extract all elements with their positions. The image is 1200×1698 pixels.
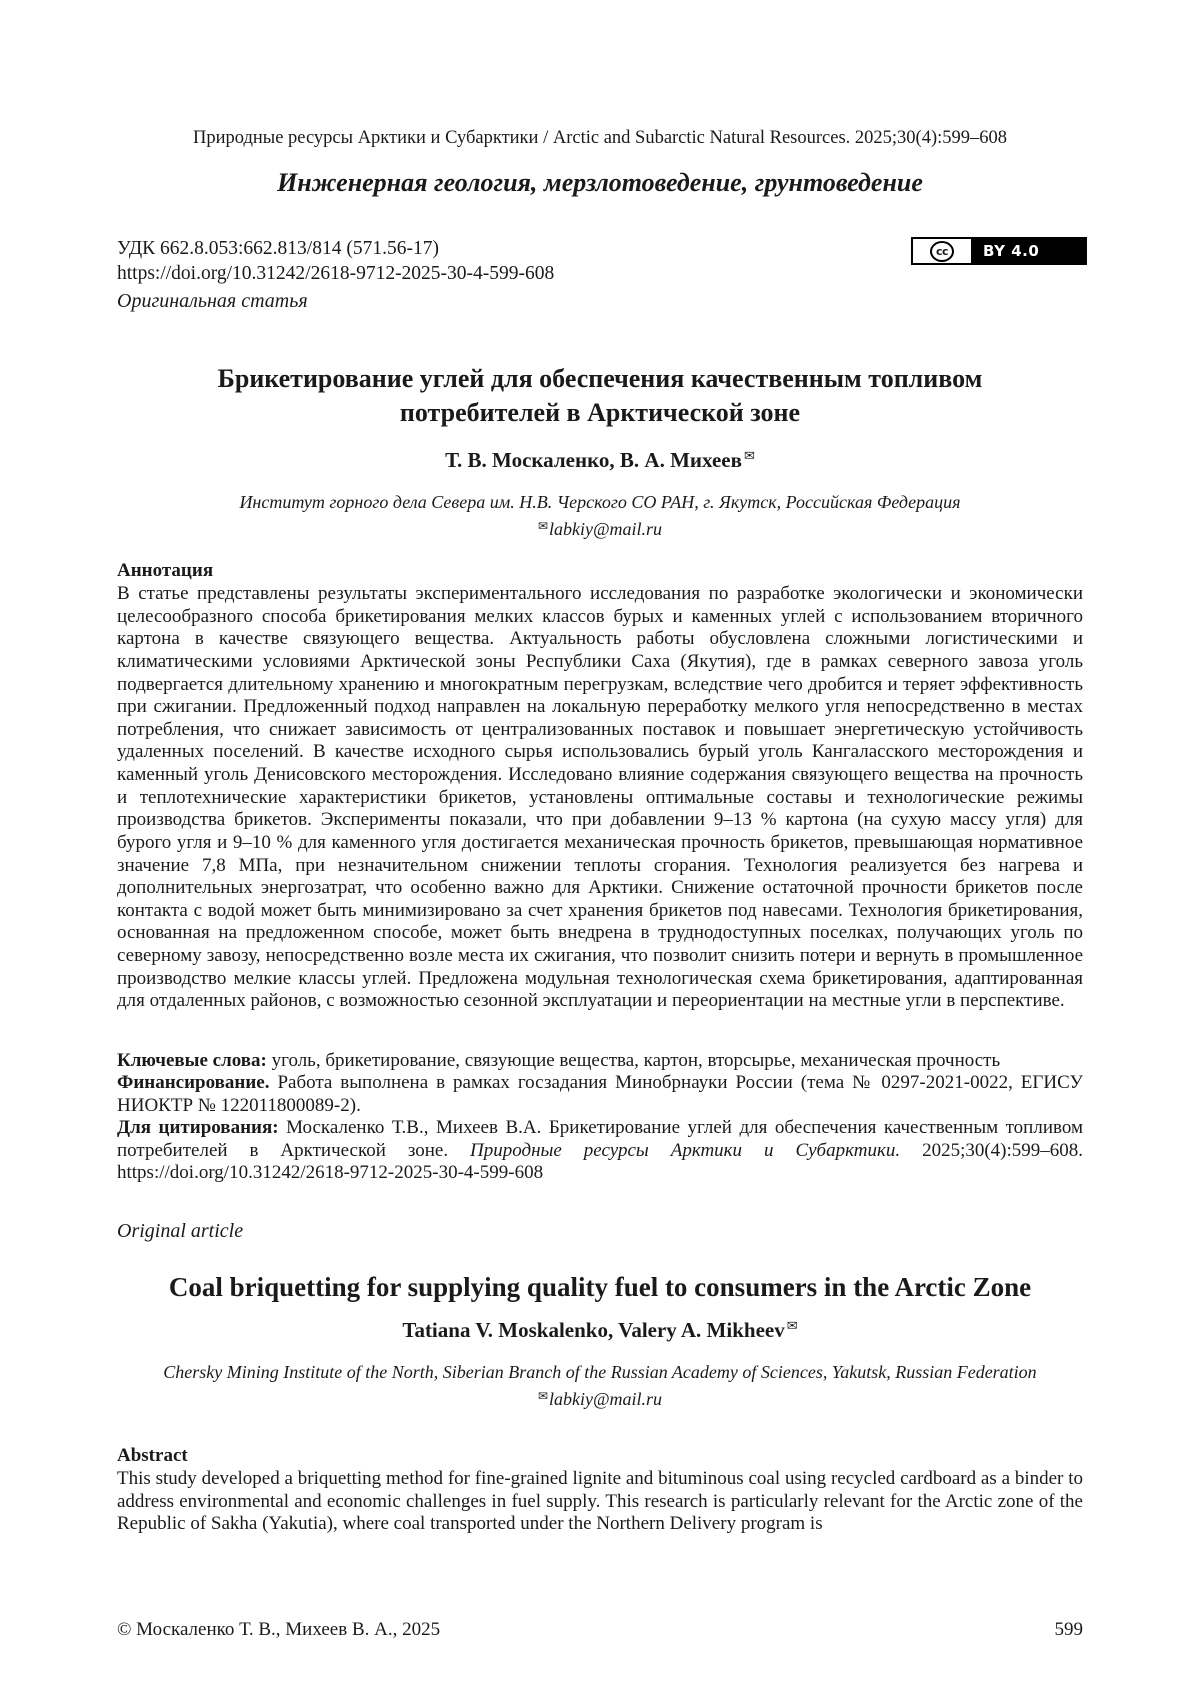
- article-type-ru: Оригинальная статья: [117, 290, 308, 312]
- citation-tail: 2025;30(4):599–608. https://doi.org/10.31242/2618-9712-2025-30-4-599-608: [117, 1139, 1084, 1184]
- citation-text: Москаленко Т.В., Михеев В.А. Брикетирование углей для обеспечения качественным топливом потребителей в Арктической зоне.: [117, 1117, 1084, 1161]
- abstract-heading-en: Abstract: [117, 1445, 188, 1466]
- citation-label: Для цитирования:: [117, 1117, 279, 1138]
- authors-ru: [60, 448, 1140, 473]
- article-title-ru: [100, 362, 1100, 430]
- affiliation-ru: [60, 490, 1140, 541]
- section-title: Инженерная геология, мерзлотоведение, грунтоведение: [277, 168, 923, 197]
- udk-code: УДК 662.8.053:662.813/814 (571.56-17): [117, 238, 439, 259]
- authors-ru-names: Т. В. Москаленко, В. А. Михеев: [445, 448, 742, 472]
- authors-en: [60, 1318, 1140, 1343]
- article-title-ru-line-1: Брикетирование углей для обеспечения качественным топливом: [217, 364, 983, 393]
- envelope-icon: ✉: [537, 1389, 548, 1403]
- cc-license-label: BY 4.0: [983, 242, 1040, 260]
- envelope-icon: ✉: [537, 519, 548, 533]
- email-en[interactable]: labkiy@mail.ru: [549, 1389, 663, 1409]
- article-title-ru-line-2: потребителей в Арктической зоне: [399, 398, 801, 427]
- authors-en-names: Tatiana V. Moskalenko, Valery A. Mikheev: [402, 1318, 785, 1342]
- creative-commons-icon: cc: [930, 241, 954, 262]
- abstract-heading-ru: Аннотация: [117, 560, 214, 581]
- funding-text: Работа выполнена в рамках госзадания Минобрнауки России (тема № 0297-2021-0022, ЕГИСУ НИОКТР № 122011800089-2).: [117, 1072, 1083, 1116]
- keywords-text: уголь, брикетирование, связующие вещества, картон, вторсырье, механическая прочность: [271, 1050, 1001, 1071]
- article-title-en: Coal briquetting for supplying quality fuel to consumers in the Arctic Zone: [168, 1272, 1032, 1302]
- abstract-ru: В статье представлены результаты экспериментального исследования по разработке экологически и экономически целесообразного способа брикетирования мелких классов бурых и каменных углей с использованием вторичного картона в качестве связующего вещества. Актуальность работы обусловлена сложными логистическими и климатическими условиями Арктической зоны Республики Саха (Якутия), где в рамках северного завоза уголь подвергается длительному хранению и многократным перегрузкам, вследствие чего дробится и теряет эффективность при сжигании. Предложенный подход направлен на локальную переработку мелкого угля непосредственно в местах потребления, что снижает зависимость от централизованных поставок и повышает энергетическую устойчивость удаленных поселений. В качестве исходного сырья использовались бурый уголь Кангаласского месторождения и каменный уголь Денисовского месторождения. Исследовано влияние содержания связующего вещества на прочность и теплотехнические характеристики брикетов, установлены оптимальные составы и технологические режимы производства брикетов. Эксперименты показали, что при добавлении 9–13 % картона (на сухую массу угля) для бурого угля и 9–10 % для каменного угля достигается механическая прочность брикетов, превышающая нормативное значение 7,8 МПа, при незначительном снижении теплоты сгорания. Технология реализуется без нагрева и дополнительных энергозатрат, что особенно важно для Арктики. Снижение остаточной прочности брикетов после контакта с водой может быть минимизировано за счет хранения брикетов под навесами. Технология брикетирования, основанная на предложенном способе, может быть внедрена в труднодоступных поселках, получающих уголь по северному завозу, непосредственно возле места их сжигания, что позволит снизить потери и вернуть в промышленное производство мелкие классы углей. Предложена модульная технологическая схема брикетирования, адаптированная для отдаленных районов, с возможностью сезонной эксплуатации и переориентации на местные угли в перспективе.: [117, 583, 1083, 1012]
- page-number: 599: [1054, 1619, 1083, 1640]
- doi-link[interactable]: https://doi.org/10.31242/2618-9712-2025-30-4-599-608: [117, 263, 555, 284]
- citation-ru: [117, 1117, 1083, 1185]
- affiliation-en: [60, 1360, 1140, 1411]
- affiliation-en-text: Chersky Mining Institute of the North, Siberian Branch of the Russian Academy of Sciences, Yakutsk, Russian Federation: [163, 1362, 1037, 1382]
- abstract-en: This study developed a briquetting method for fine-grained lignite and bituminous coal using recycled cardboard as a binder to address environmental and economic challenges in fuel supply. This research is particularly relevant for the Arctic zone of the Republic of Sakha (Yakutia), where coal transported under the Northern Delivery program is: [117, 1468, 1083, 1535]
- affiliation-ru-text: Институт горного дела Севера им. Н.В. Черского СО РАН, г. Якутск, Российская Федерация: [239, 492, 961, 512]
- funding-label: Финансирование.: [117, 1072, 270, 1093]
- copyright-footer: © Москаленко Т. В., Михеев В. А., 2025: [117, 1619, 441, 1640]
- email-ru[interactable]: labkiy@mail.ru: [549, 519, 663, 539]
- cc-license-badge[interactable]: [911, 237, 1087, 265]
- article-identifiers: [117, 236, 554, 286]
- keywords-label: Ключевые слова:: [117, 1050, 267, 1071]
- envelope-icon: ✉: [743, 448, 755, 463]
- cc-logo: [913, 239, 971, 263]
- citation-journal: Природные ресурсы Арктики и Субарктики.: [470, 1139, 901, 1161]
- funding-ru: [117, 1072, 1083, 1117]
- article-type-en: Original article: [117, 1220, 244, 1242]
- keywords-ru: [117, 1050, 1083, 1073]
- envelope-icon: ✉: [786, 1318, 798, 1333]
- journal-running-header: Природные ресурсы Арктики и Субарктики / Arctic and Subarctic Natural Resources. 2025;30(4):599–608: [192, 128, 1007, 148]
